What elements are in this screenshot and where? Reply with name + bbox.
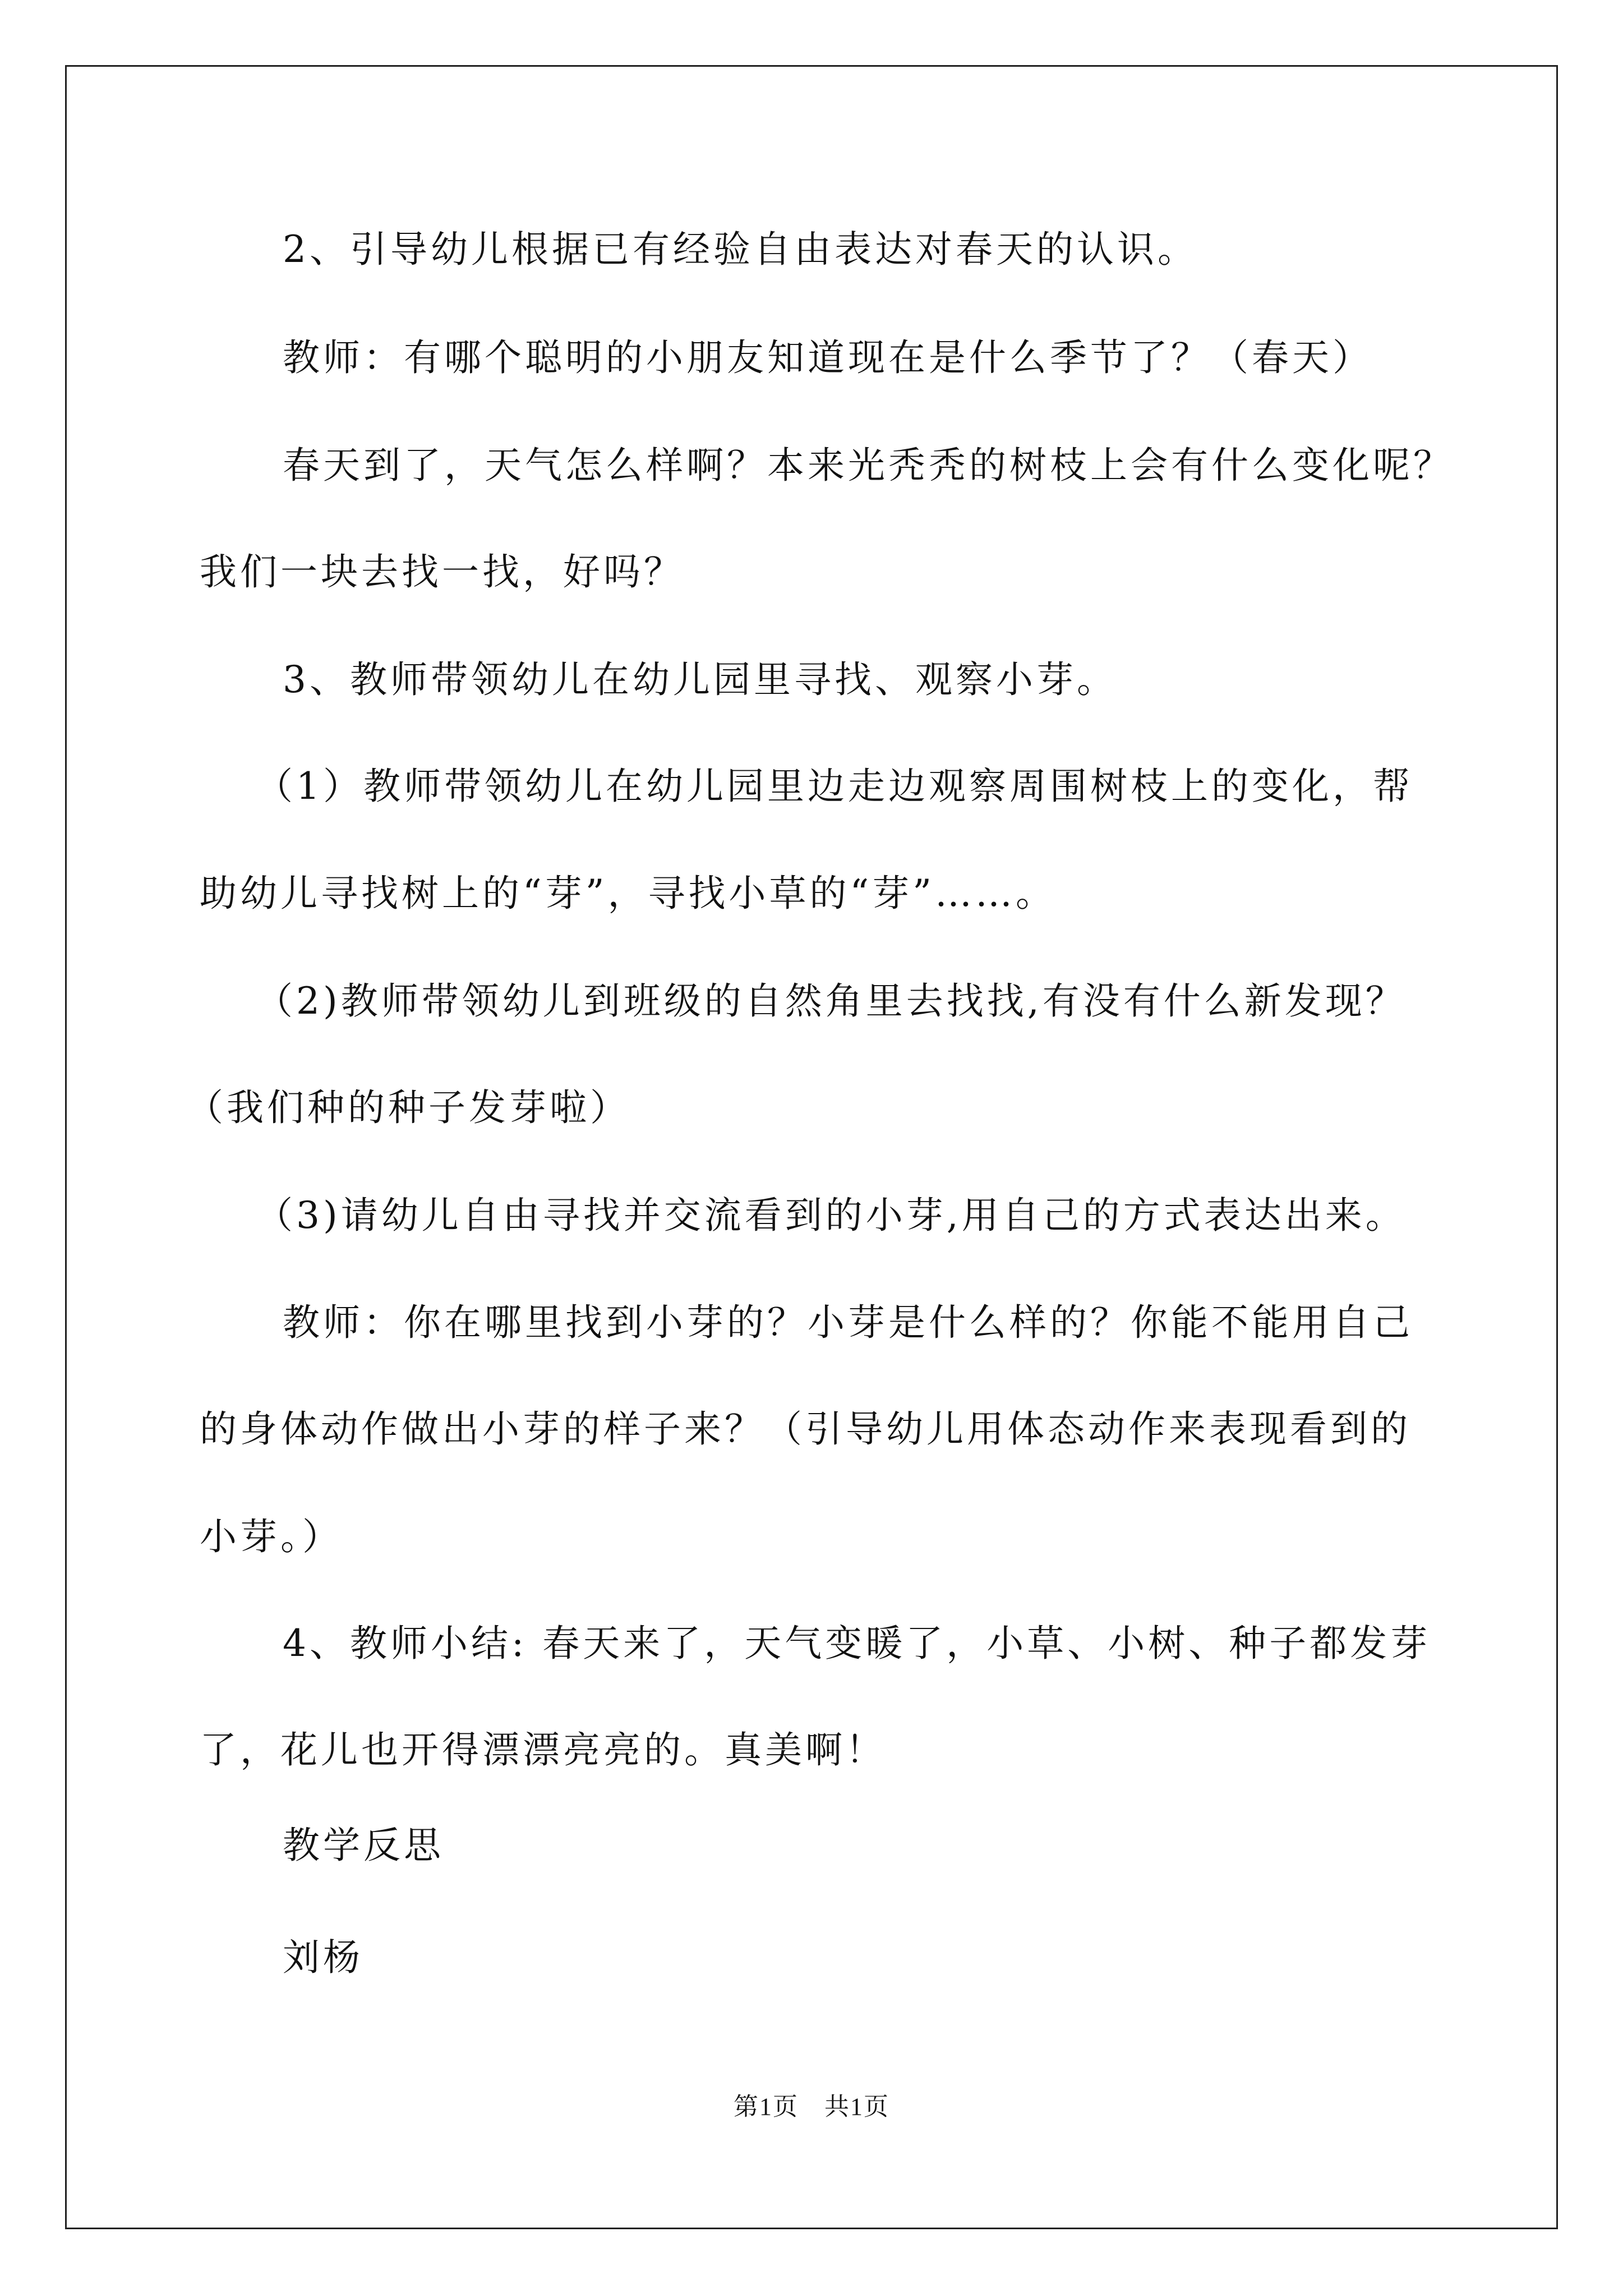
paragraph-6-line-2: （我们种的种子发芽啦） (186, 1086, 630, 1129)
paragraph-2-line-1: 教师：有哪个聪明的小朋友知道现在是什么季节了？（春天） (283, 336, 1373, 379)
paragraph-8-line-3: 小芽。） (200, 1515, 343, 1558)
page-border (65, 65, 1558, 2229)
paragraph-6-line-1: （2)教师带领幼儿到班级的自然角里去找找,有没有什么新发现？ (256, 979, 1406, 1023)
paragraph-8-line-1: 教师：你在哪里找到小芽的？小芽是什么样的？你能不能用自己 (283, 1301, 1413, 1344)
paragraph-3-line-1: 春天到了，天气怎么样啊？本来光秃秃的树枝上会有什么变化呢？ (283, 444, 1454, 487)
paragraph-9-line-2: 了，花儿也开得漂漂亮亮的。真美啊！ (200, 1728, 886, 1772)
paragraph-5-line-2: 助幼儿寻找树上的“芽”，寻找小草的“芽”……。 (200, 872, 1056, 915)
paragraph-5-line-1: （1）教师带领幼儿在幼儿园里边走边观察周围树枝上的变化，帮 (256, 765, 1413, 808)
page-footer: 第1页 共1页 (734, 2093, 889, 2120)
section-heading-teaching-reflection: 教学反思 (283, 1824, 444, 1867)
paragraph-4-line-1: 3、教师带领幼儿在幼儿园里寻找、观察小芽。 (283, 658, 1117, 701)
paragraph-7-line-1: （3)请幼儿自由寻找并交流看到的小芽,用自己的方式表达出来。 (256, 1194, 1406, 1237)
paragraph-8-line-2: 的身体动作做出小芽的样子来？（引导幼儿用体态动作来表现看到的 (200, 1407, 1411, 1451)
author-name: 刘杨 (283, 1936, 363, 1979)
paragraph-3-line-2: 我们一块去找一找，好吗？ (200, 550, 684, 593)
paragraph-9-line-1: 4、教师小结: 春天来了，天气变暖了，小草、小树、种子都发芽 (283, 1622, 1431, 1665)
paragraph-1-line-1: 2、引导幼儿根据已有经验自由表达对春天的认识。 (283, 228, 1198, 271)
